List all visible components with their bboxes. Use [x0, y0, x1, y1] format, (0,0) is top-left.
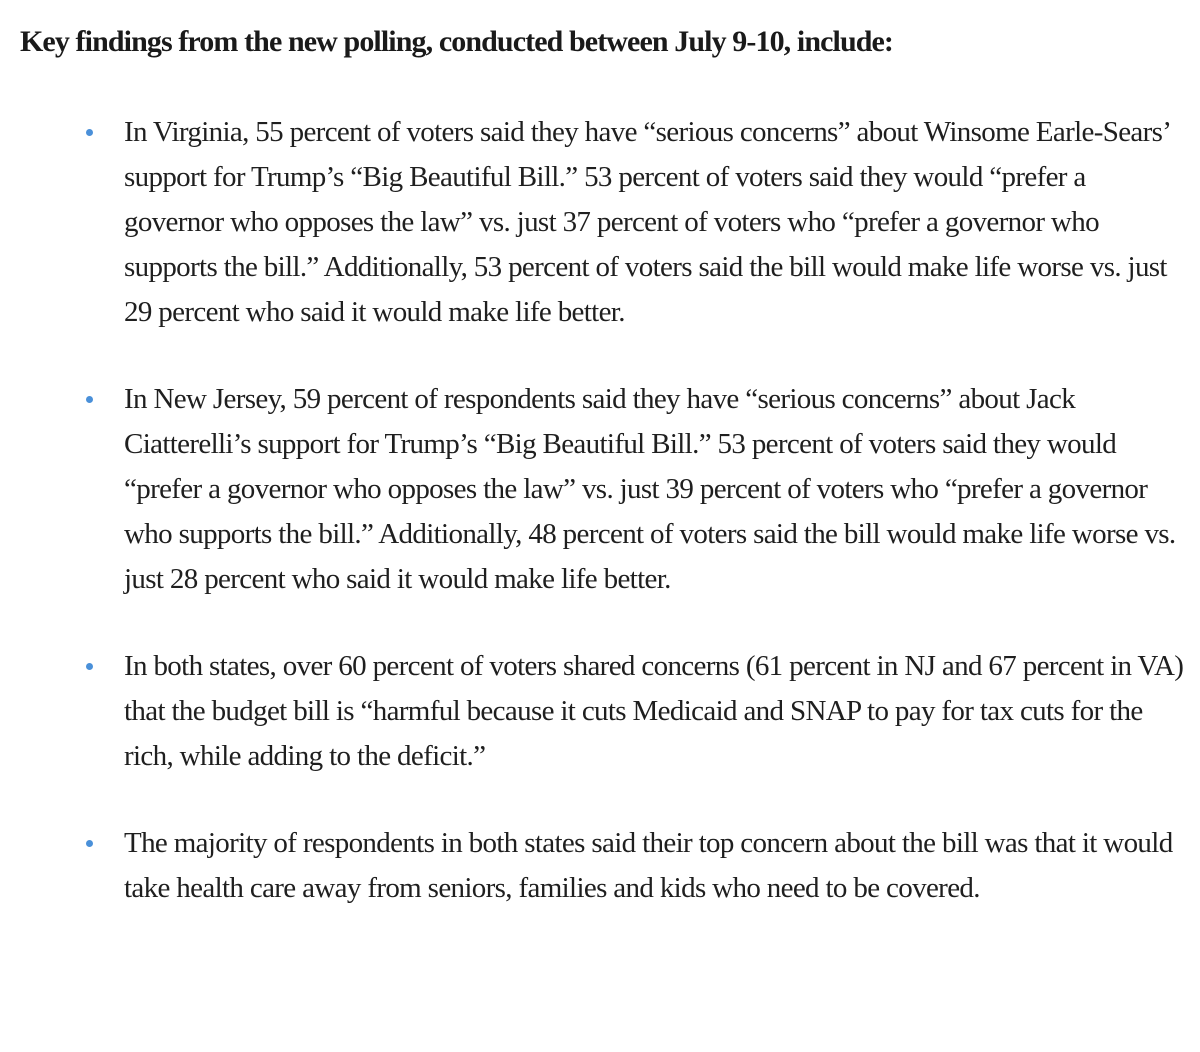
- list-item: [20, 110, 1200, 335]
- finding-text-top-concern: The majority of respondents in both states said their top concern about the bill was that it would take health care away from seniors, families and kids who need to be covered.: [124, 827, 1173, 904]
- finding-text-both-states: In both states, over 60 percent of voters shared concerns (61 percent in NJ and 67 percent in VA) that the budget bill is “harmful because it cuts Medicaid and SNAP to pay for tax cuts for the rich, while adding to the deficit.”: [124, 650, 1184, 772]
- bullet-icon: [85, 379, 93, 419]
- section-heading: Key findings from the new polling, conducted between July 9-10, include:: [20, 25, 894, 58]
- list-item: [20, 377, 1200, 602]
- bullet-icon: [85, 112, 93, 152]
- list-item: [20, 644, 1200, 779]
- bullet-icon: [85, 646, 93, 686]
- bullet-icon: [85, 823, 93, 863]
- findings-list: [20, 110, 1200, 911]
- finding-text-new-jersey: In New Jersey, 59 percent of respondents said they have “serious concerns” about Jack Ciatterelli’s support for Trump’s “Big Beautiful Bill.” 53 percent of voters said they would “prefer a governor who opposes the law” vs. just 39 percent of voters who “prefer a governor who supports the bill.” Additionally, 48 percent of voters said the bill would make life worse vs. just 28 percent who said it would make life better.: [124, 383, 1176, 595]
- list-item: [20, 821, 1200, 911]
- finding-text-virginia: In Virginia, 55 percent of voters said they have “serious concerns” about Winsome Earle-Sears’ support for Trump’s “Big Beautiful Bill.” 53 percent of voters said they would “prefer a governor who opposes the law” vs. just 37 percent of voters who “prefer a governor who supports the bill.” Additionally, 53 percent of voters said the bill would make life worse vs. just 29 percent who said it would make life better.: [124, 116, 1170, 328]
